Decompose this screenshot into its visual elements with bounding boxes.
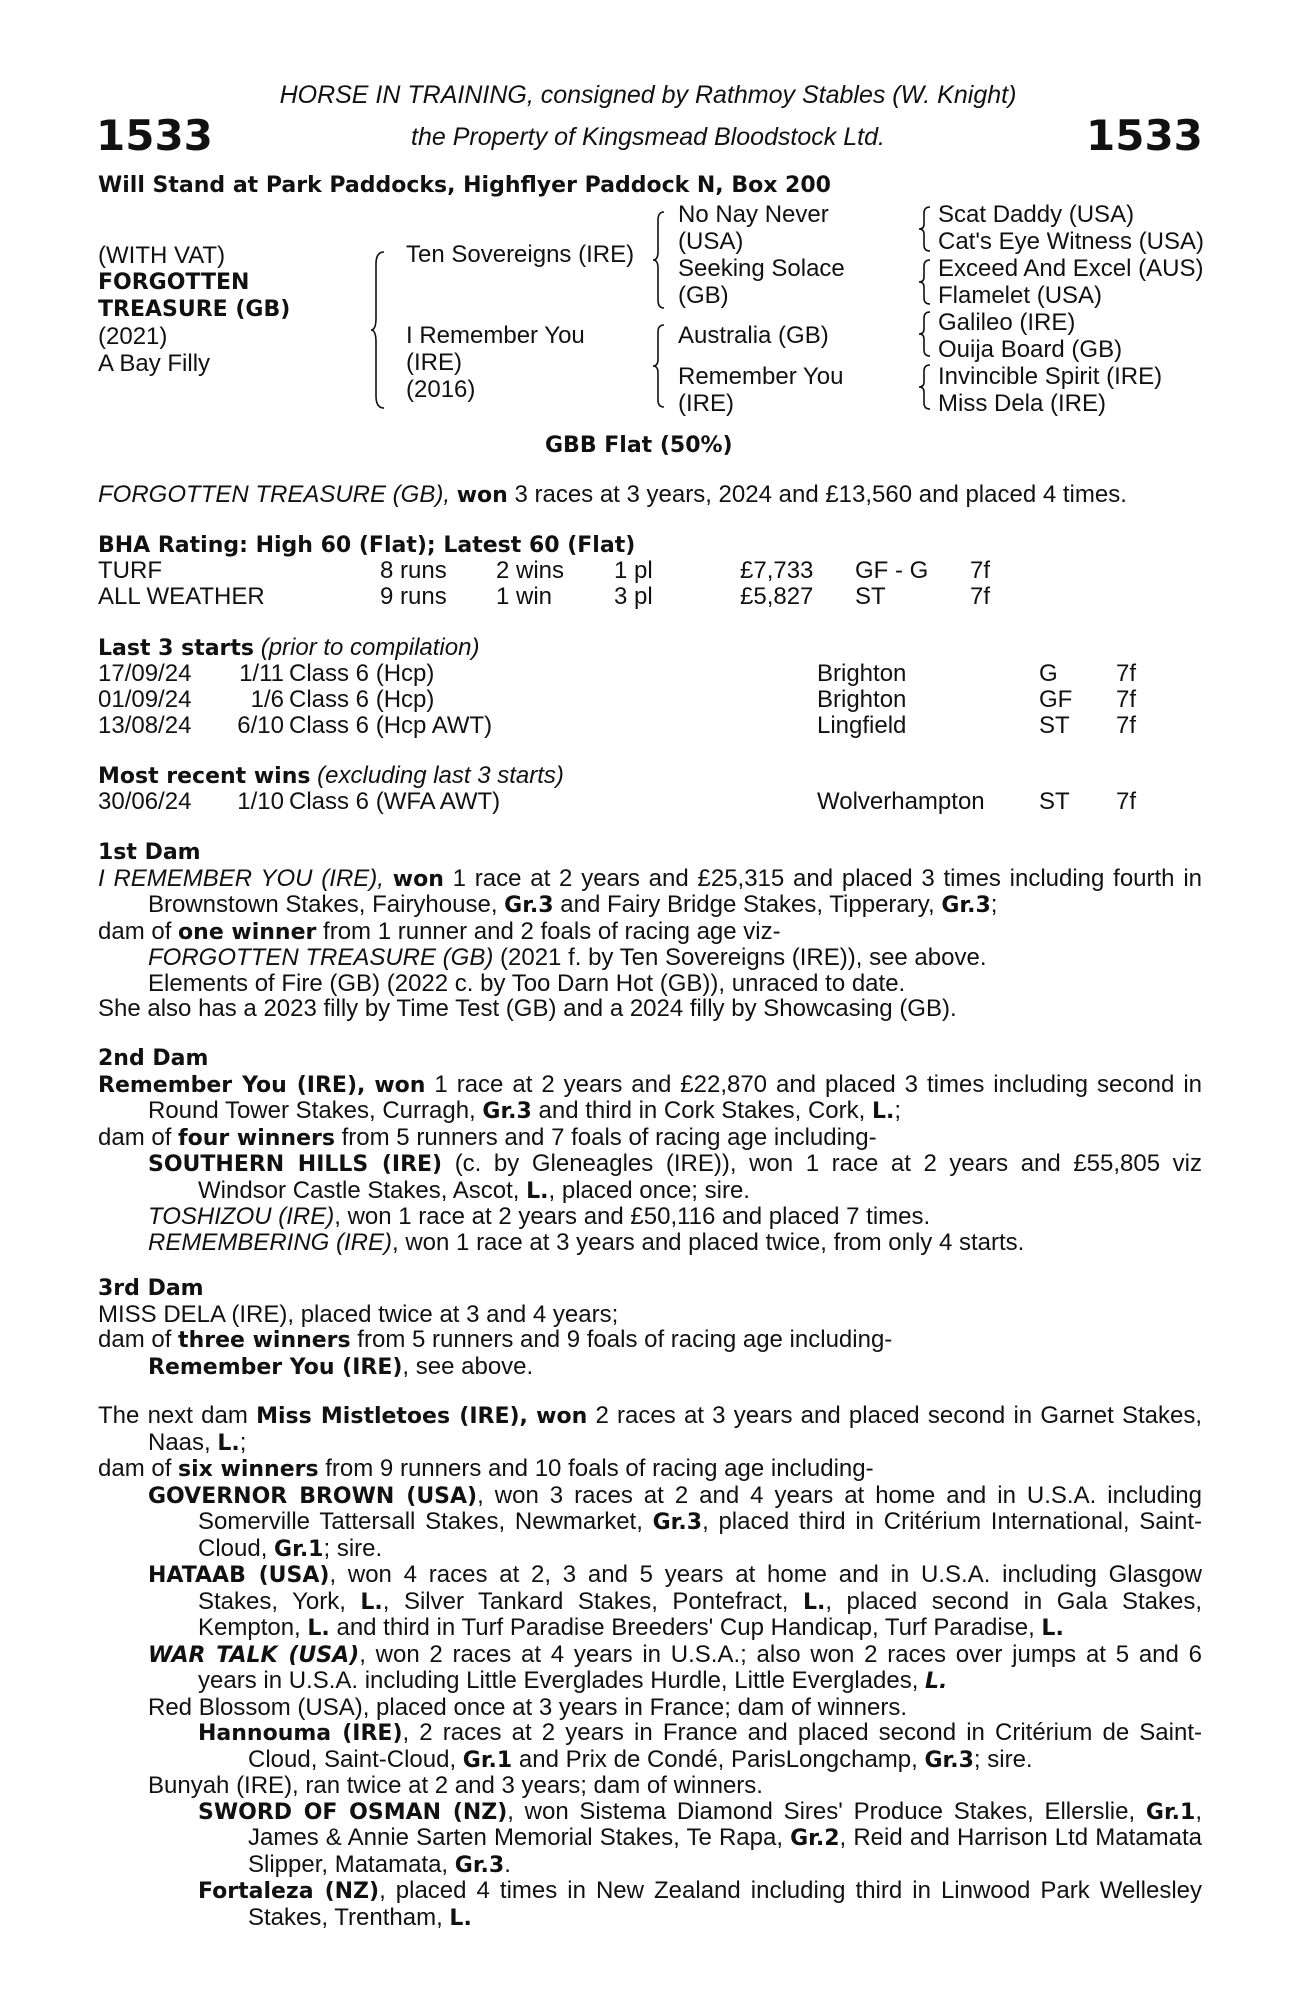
pedigree-brace-g3 [918, 310, 932, 358]
pedigree-sire-sire-l2: (USA) [678, 228, 744, 255]
first-dam-foals-note: She also has a 2023 filly by Time Test (GB) and a 2024 filly by Showcasing (GB). [98, 995, 957, 1022]
vat-note: (WITH VAT) [98, 242, 226, 269]
bha-going: ST [855, 583, 886, 610]
second-dam-winner: SOUTHERN HILLS (IRE) (c. by Gleneagles (IRE)), won 1 race at 2 years and £55,805 viz Windsor Castle Stakes, Ascot, L., placed once; sire. [148, 1150, 1202, 1204]
start-pos: 1/11 [239, 660, 284, 687]
bha-runs: 8 runs [380, 557, 447, 584]
horse-name-line2: TREASURE (GB) [98, 297, 291, 322]
recent-heading [98, 763, 564, 790]
horse-description: A Bay Filly [98, 350, 211, 377]
start-dist: 7f [1116, 712, 1137, 739]
recent-pos: 1/10 [237, 788, 284, 815]
start-row [98, 661, 1198, 687]
pedigree-dam-line2: (IRE) [406, 349, 462, 376]
pedigree-g3: Exceed And Excel (AUS) [938, 255, 1204, 282]
next-dam-produce: dam of six winners from 9 runners and 10 foals of racing age including- [98, 1455, 874, 1482]
lot-number-right: 1533 [1086, 111, 1203, 160]
third-dam-record: MISS DELA (IRE), placed twice at 3 and 4 years; [98, 1300, 619, 1328]
bha-runs: 9 runs [380, 583, 447, 610]
pedigree-dam-line1: I Remember You [406, 322, 585, 349]
second-dam-section [98, 1046, 1202, 1255]
second-dam-winner: REMEMBERING (IRE), won 1 race at 3 years and placed twice, from only 4 starts. [148, 1228, 1025, 1256]
recent-date: 30/06/24 [98, 788, 192, 815]
next-dam-grandchild: Hannouma (IRE), 2 races at 2 years in France and placed second in Critérium de Saint-Cloud, Saint-Cloud, Gr.1 and Prix de Condé, ParisLongchamp, Gr.3; sire. [198, 1719, 1202, 1773]
pedigree-sire-dam-l1: Seeking Solace [678, 255, 845, 282]
start-dist: 7f [1116, 660, 1137, 687]
bha-dist: 7f [970, 583, 991, 610]
bha-dist: 7f [970, 557, 991, 584]
bha-prize: £7,733 [740, 557, 814, 584]
pedigree-sire-dam-l2: (GB) [678, 282, 729, 309]
pedigree-g6: Ouija Board (GB) [938, 336, 1123, 363]
start-going: G [1039, 660, 1058, 687]
bha-surface: TURF [98, 557, 162, 584]
summary-won: won [456, 483, 508, 508]
start-date: 17/09/24 [98, 660, 192, 687]
third-dam-title: 3rd Dam [98, 1276, 204, 1301]
pedigree-brace-g1 [918, 205, 932, 253]
summary-rest: 3 races at 3 years, 2024 and £13,560 and placed 4 times. [507, 481, 1127, 508]
bha-row [98, 558, 1198, 584]
start-course: Lingfield [817, 712, 907, 739]
pedigree-dam-sire: Australia (GB) [678, 322, 829, 349]
pedigree-dam-line3: (2016) [406, 376, 476, 403]
start-class: Class 6 (Hcp) [289, 660, 435, 687]
pedigree-dam-dam-l1: Remember You [678, 363, 844, 390]
last3-heading [98, 635, 479, 662]
bha-surface: ALL WEATHER [98, 583, 265, 610]
bha-prize: £5,827 [740, 583, 814, 610]
stand-location: Will Stand at Park Paddocks, Highflyer Paddock N, Box 200 [98, 173, 831, 198]
pedigree-brace-dam [652, 323, 666, 409]
start-course: Brighton [817, 660, 907, 687]
pedigree-g4: Flamelet (USA) [938, 282, 1103, 309]
start-dist: 7f [1116, 686, 1137, 713]
third-dam-section [98, 1276, 1202, 1380]
next-dam-grandchild: Fortaleza (NZ), placed 4 times in New Zealand including third in Linwood Park Wellesley Stakes, Trentham, L. [198, 1877, 1203, 1931]
bha-pl: 3 pl [614, 583, 653, 610]
start-date: 13/08/24 [98, 712, 192, 739]
recent-note: (excluding last 3 starts) [310, 762, 564, 789]
header-line1: HORSE IN TRAINING, consigned by Rathmoy Stables (W. Knight) [279, 81, 1017, 109]
pedigree-brace-g2 [918, 258, 932, 306]
next-dam-section [98, 1403, 1202, 1931]
pedigree-g7: Invincible Spirit (IRE) [938, 363, 1163, 390]
start-row [98, 687, 1198, 713]
start-course: Brighton [817, 686, 907, 713]
first-dam-foal: Elements of Fire (GB) (2022 c. by Too Darn Hot (GB)), unraced to date. [148, 969, 906, 997]
bha-wins: 2 wins [496, 557, 565, 584]
horse-year: (2021) [98, 323, 168, 350]
recent-row [98, 789, 1198, 815]
lot-number-left: 1533 [96, 111, 213, 160]
last3-note: (prior to compilation) [254, 634, 480, 661]
start-row [98, 713, 1198, 739]
next-dam-daughter: Red Blossom (USA), placed once at 3 years in France; dam of winners. [148, 1693, 907, 1721]
next-dam-winner: GOVERNOR BROWN (USA), won 3 races at 2 and 4 years at home and in U.S.A. including Somerville Tattersall Stakes, Newmarket, Gr.3, placed third in Critérium International, Saint-Cloud, Gr.1; sire. [148, 1481, 1202, 1562]
pedigree-g2: Cat's Eye Witness (USA) [938, 228, 1204, 255]
horse-name-line1: FORGOTTEN [98, 270, 250, 295]
recent-class: Class 6 (WFA AWT) [289, 788, 501, 815]
second-dam-title: 2nd Dam [98, 1046, 209, 1071]
last3-title: Last 3 starts [98, 636, 255, 661]
next-dam-grandchild: SWORD OF OSMAN (NZ), won Sistema Diamond Sires' Produce Stakes, Ellerslie, Gr.1, James & Annie Sarten Memorial Stakes, Te Rapa, Gr.2, Reid and Harrison Ltd Matamata Slipper, Matamata, Gr.3. [198, 1797, 1202, 1878]
first-dam-title: 1st Dam [98, 840, 201, 865]
second-dam-produce: dam of four winners from 5 runners and 7 foals of racing age including- [98, 1123, 877, 1151]
bha-wins: 1 win [496, 583, 553, 610]
recent-title: Most recent wins [98, 764, 311, 789]
first-dam-section [98, 840, 1202, 1022]
pedigree-brace-g4 [918, 363, 932, 411]
next-dam-record: The next dam Miss Mistletoes (IRE), won 2 races at 3 years and placed second in Garnet Stakes, Naas, L.; [98, 1402, 1203, 1456]
second-dam-record: Remember You (IRE), won 1 race at 2 years and £22,870 and placed 3 times including second in Round Tower Stakes, Curragh, Gr.3 and third in Cork Stakes, Cork, L.; [98, 1070, 1202, 1124]
first-dam-foal: FORGOTTEN TREASURE (GB) (2021 f. by Ten Sovereigns (IRE)), see above. [148, 944, 987, 971]
first-dam-record: I REMEMBER YOU (IRE), won 1 race at 2 years and £25,315 and placed 3 times including fourth in Brownstown Stakes, Fairyhouse, Gr.3 and Fairy Bridge Stakes, Tipperary, Gr.3; [98, 864, 1202, 918]
pedigree-g8: Miss Dela (IRE) [938, 390, 1107, 417]
gbb-flat: GBB Flat (50%) [545, 433, 733, 458]
pedigree-sire: Ten Sovereigns (IRE) [406, 241, 635, 268]
start-date: 01/09/24 [98, 686, 192, 713]
next-dam-winner: HATAAB (USA), won 4 races at 2, 3 and 5 years at home and in U.S.A. including Glasgow Stakes, York, L., Silver Tankard Stakes, Pontefract, L., placed second in Gala Stakes, Kempton, L. and third in Turf Paradise Breeders' Cup Handicap, Turf Paradise, L. [148, 1561, 1203, 1641]
third-dam-winner: Remember You (IRE), see above. [148, 1352, 534, 1380]
start-class: Class 6 (Hcp) [289, 686, 435, 713]
recent-course: Wolverhampton [817, 788, 985, 815]
bha-title: BHA Rating: High 60 (Flat); Latest 60 (Flat) [98, 533, 636, 558]
start-pos: 1/6 [250, 686, 284, 713]
race-summary [98, 482, 1127, 509]
recent-going: ST [1039, 788, 1070, 815]
bha-row [98, 584, 1198, 610]
pedigree-dam-dam-l2: (IRE) [678, 390, 734, 417]
bha-going: GF - G [855, 557, 929, 584]
pedigree-brace-sire [652, 210, 666, 310]
next-dam-daughter: Bunyah (IRE), ran twice at 2 and 3 years; dam of winners. [148, 1772, 763, 1799]
second-dam-winner: TOSHIZOU (IRE), won 1 race at 2 years and £50,116 and placed 7 times. [148, 1203, 931, 1230]
recent-dist: 7f [1116, 788, 1137, 815]
start-class: Class 6 (Hcp AWT) [289, 712, 493, 739]
next-dam-winner: WAR TALK (USA), won 2 races at 4 years in U.S.A.; also won 2 races over jumps at 5 and 6 years in U.S.A. including Little Everglades Hurdle, Little Everglades, L. [148, 1640, 1202, 1694]
first-dam-produce: dam of one winner from 1 runner and 2 foals of racing age viz- [98, 917, 781, 945]
header-line2: the Property of Kingsmead Bloodstock Ltd. [411, 123, 885, 151]
third-dam-produce: dam of three winners from 5 runners and 9 foals of racing age including- [98, 1326, 893, 1353]
pedigree-sire-sire-l1: No Nay Never [678, 201, 829, 228]
bha-pl: 1 pl [614, 557, 653, 584]
start-going: GF [1039, 686, 1073, 713]
start-pos: 6/10 [237, 712, 284, 739]
summary-name: FORGOTTEN TREASURE (GB), [98, 481, 451, 508]
pedigree-g5: Galileo (IRE) [938, 309, 1076, 336]
pedigree-g1: Scat Daddy (USA) [938, 201, 1135, 228]
start-going: ST [1039, 712, 1070, 739]
pedigree-brace-main [370, 250, 386, 410]
